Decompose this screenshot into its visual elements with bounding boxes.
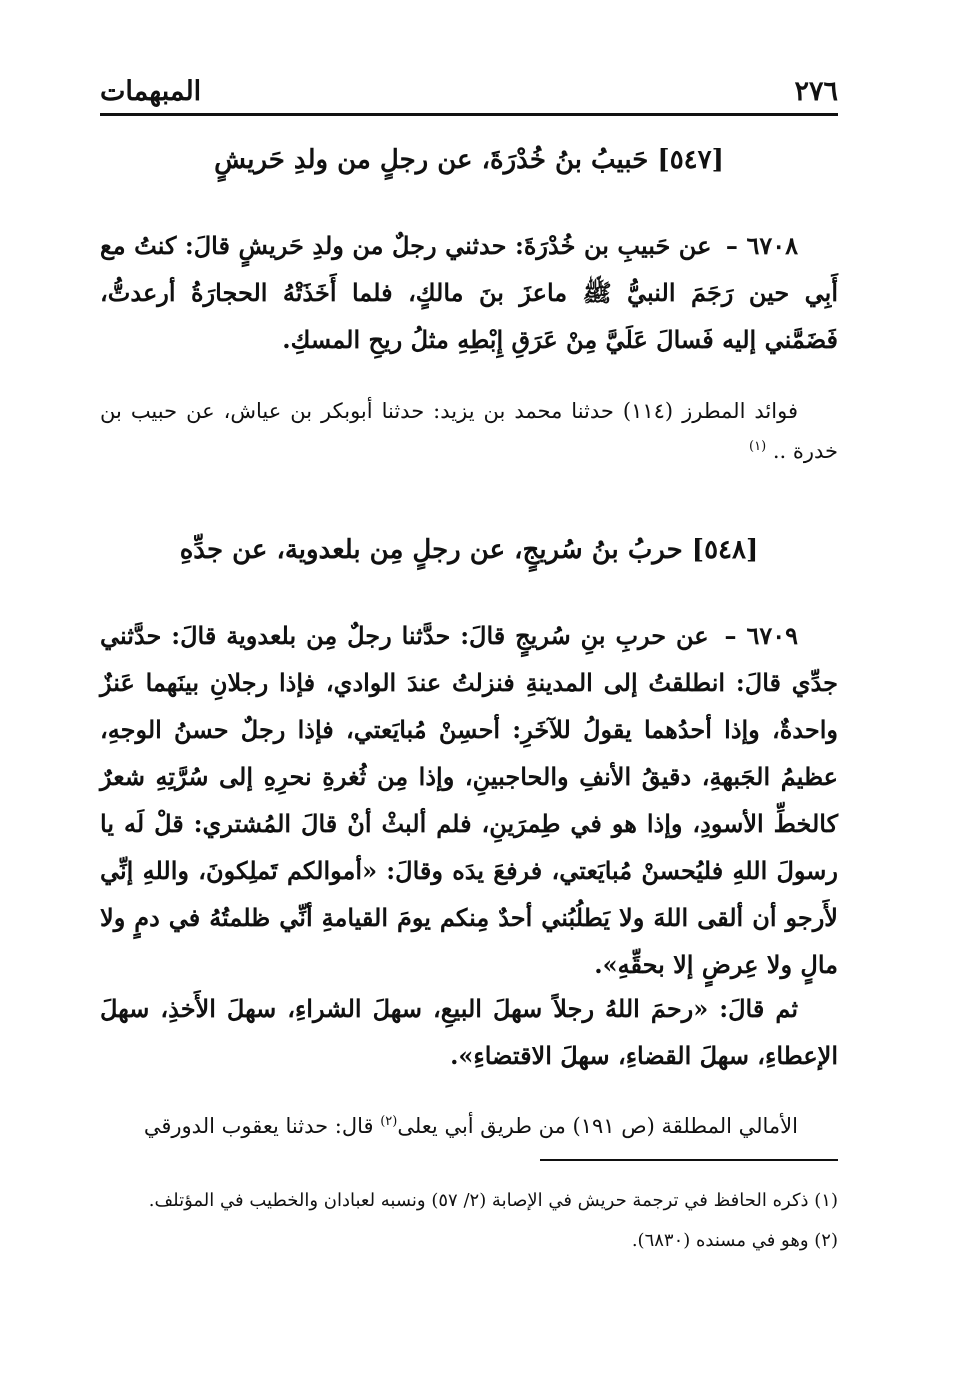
- footnote-2: (٢) وهو في مسنده (٦٨٣٠).: [631, 1230, 838, 1251]
- footnote-rule: [540, 1159, 838, 1161]
- source-text-before: الأمالي المطلقة (ص ١٩١) من طريق أبي يعلى: [397, 1114, 798, 1138]
- footnote-1: (١) ذكره الحافظ في ترجمة حريش في الإصابة (٢/ ٥٧) ونسبه لعبادان والخطيب في المؤتلف.: [148, 1190, 838, 1211]
- hadith-text-continued: ثم قالَ: «رحمَ اللهُ رجلاً سهلَ البيعِ، سهلَ الشراءِ، سهلَ الأَخذِ، سهلَ الإعطاءِ، سهلَ القضاءِ، سهلَ الاقتضاءِ».: [100, 994, 838, 1070]
- hadith-6709: [100, 612, 838, 988]
- running-title: المبهمات: [100, 76, 202, 107]
- section-heading-548: [٥٤٨] حربُ بنُ سُريجٍ، عن رجلٍ مِن بلعدوية، عن جدِّهِ: [179, 535, 759, 565]
- source-text-after: قال: حدثنا يعقوب الدورقي: [143, 1114, 381, 1138]
- page-header: [100, 72, 838, 112]
- hadith-6709-continued: [100, 985, 838, 1079]
- page-number: ٢٧٦: [794, 76, 838, 107]
- section-heading-547: [٥٤٧] حَبيبُ بنُ خُدْرَةَ، عن رجلٍ من ولدِ حَريشٍ: [214, 145, 724, 175]
- source-note-547: [100, 393, 838, 469]
- header-rule: [100, 113, 838, 116]
- hadith-number: ٦٧٠٩ –: [724, 621, 798, 650]
- hadith-text: عن حربِ بنِ سُريجٍ قالَ: حدَّثنا رجلٌ مِن بلعدوية قالَ: حدَّثني جدِّي قالَ: انطلقتُ إلى المدينةِ فنزلتُ عندَ الوادي، فإذا رجلانِ بينَهما عَنزٌ واحدةٌ، وإذا أحدُهما يقولُ للآخَرِ: أحسِنْ مُبايَعتي، فإذا رجلٌ حسنُ الوجهِ، عظيمُ الجَبهةِ، دقيقُ الأنفِ والحاجبينِ، وإذا مِن ثُغرةِ نحرِهِ إلى سُرَّتِهِ شعرٌ كالخطِّ الأسودِ، وإذا هو في طِمرَينِ، فلم ألبثْ أنْ قالَ المُشتري: قلْ لَه يا رسولَ اللهِ فليُحسنْ مُبايَعتي، فرفعَ يدَه وقالَ: «أموالكم تَملِكونَ، واللهِ إنِّي لأَرجو أن ألقى اللهَ ولا يَطلُبُني أحدٌ مِنكم يومَ القيامةِ أنِّي ظلمتُهُ في دمٍ ولا مالٍ ولا عِرضٍ إلا بحقِّهِ».: [100, 621, 839, 979]
- footnote-ref-1: (١): [749, 439, 767, 454]
- source-note-548: [100, 1104, 838, 1144]
- source-text: فوائد المطرز (١١٤) حدثنا محمد بن يزيد: حدثنا أبوبكر بن عياش، عن حبيب بن خدرة ..: [100, 399, 838, 463]
- footnote-ref-2: (٢): [380, 1114, 398, 1129]
- hadith-6708: [100, 222, 838, 363]
- hadith-number: ٦٧٠٨ –: [725, 231, 798, 260]
- hadith-text: عن حَبيبِ بن خُدْرَةَ: حدثني رجلٌ من ولدِ حَريشٍ قالَ: كنتُ مع أَبِي حين رَجَمَ النبيُّ ﷺ ماعزَ بنَ مالكٍ، فلما أَخَذَتْهُ الحجارَةُ أرعدتُّ، فَضَمَّني إليه فَسالَ عَلَيَّ مِنْ عَرَقِ إِبْطِهِ مثلُ ريحِ المسكِ.: [100, 231, 838, 354]
